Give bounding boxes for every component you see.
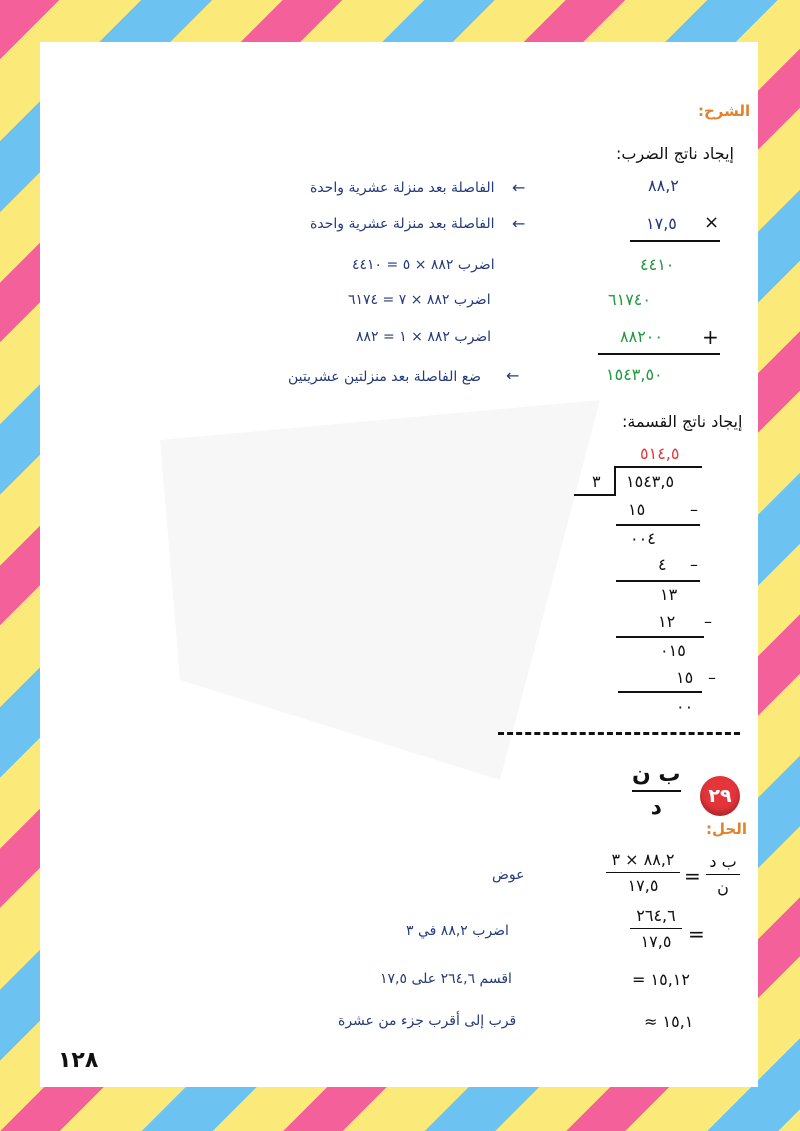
step4-note: قرب إلى أقرب جزء من عشرة: [338, 1013, 517, 1029]
minus-2: –: [690, 555, 698, 574]
note-2: الفاصلة بعد منزلة عشرية واحدة: [310, 216, 495, 232]
page-number: ١٢٨: [58, 1048, 99, 1073]
equals-sign-1: =: [684, 864, 701, 888]
section-divider: [498, 732, 740, 735]
note-1: الفاصلة بعد منزلة عشرية واحدة: [310, 180, 495, 196]
step1-note: عوض: [492, 867, 525, 883]
partial-product-3: ٨٨٢٠٠: [620, 327, 663, 346]
expr-numerator: ب ن: [632, 762, 681, 787]
watermark-logo: [120, 380, 640, 800]
step1-lhs: [706, 852, 740, 897]
note-3: اضرب ٨٨٢ × ٥ = ٤٤١٠: [352, 257, 495, 273]
division-bracket: [614, 466, 616, 496]
div-row-5: ١٢: [658, 612, 676, 631]
lhs-numerator: ب د: [709, 852, 737, 871]
equals-sign-2: =: [688, 922, 705, 946]
solution-label: الحل:: [706, 820, 747, 838]
div-line-4: [618, 691, 702, 693]
step1-fraction: [606, 850, 680, 895]
div-row-6: ٠١٥: [660, 641, 686, 660]
step2-fraction: [630, 906, 682, 951]
div-row-4: ١٣: [660, 585, 678, 604]
arrow-1: ←: [512, 178, 526, 197]
step2-numerator: ٢٦٤,٦: [636, 906, 676, 925]
step2-note: اضرب ٨٨,٢ في ٣: [406, 923, 509, 939]
step2-denominator: ١٧,٥: [640, 932, 672, 951]
divisor: ٣: [592, 472, 601, 491]
divisor-underline: [574, 494, 616, 496]
explanation-label: الشرح:: [698, 102, 751, 120]
div-line-3: [616, 636, 704, 638]
lhs-denominator: ن: [717, 878, 729, 897]
multiplicand: ٨٨,٢: [648, 176, 679, 195]
plus-sign: +: [702, 325, 719, 349]
div-line-1: [616, 524, 700, 526]
div-row-3: ٤: [658, 555, 667, 574]
step3-value: ١٥,١٢ =: [632, 970, 690, 989]
division-bar: [614, 466, 702, 468]
arrow-2: ←: [512, 214, 526, 233]
division-heading: إيجاد ناتج القسمة:: [622, 412, 743, 431]
multiplier: ١٧,٥: [646, 214, 677, 233]
div-line-2: [616, 580, 700, 582]
product-result: ١٥٤٣,٥٠: [606, 365, 663, 384]
div-row-7: ١٥: [676, 668, 694, 687]
step1-denominator: ١٧,٥: [627, 876, 659, 895]
dividend: ١٥٤٣,٥: [626, 472, 675, 491]
div-row-8: ٠٠: [676, 697, 694, 716]
partial-product-1: ٤٤١٠: [640, 255, 675, 274]
minus-1: –: [690, 500, 698, 519]
minus-3: –: [704, 612, 712, 631]
step4-value: ١٥,١ ≈: [644, 1012, 694, 1031]
mult-line-1: [630, 240, 720, 242]
arrow-3: ←: [506, 366, 520, 385]
partial-product-2: ٦١٧٤٠: [608, 290, 651, 309]
div-row-1: ١٥: [628, 500, 646, 519]
times-sign: ×: [704, 212, 720, 233]
problem-expression: [632, 762, 681, 820]
note-5: اضرب ٨٨٢ × ١ = ٨٨٢: [356, 329, 492, 345]
step3-note: اقسم ٢٦٤,٦ على ١٧,٥: [380, 971, 512, 987]
quotient: ٥١٤,٥: [640, 444, 680, 463]
step1-numerator: ٨٨,٢ × ٣: [611, 850, 675, 869]
problem-number-badge: ٢٩: [700, 776, 740, 816]
multiplication-heading: إيجاد ناتج الضرب:: [616, 144, 734, 163]
mult-line-2: [598, 353, 720, 355]
note-4: اضرب ٨٨٢ × ٧ = ٦١٧٤: [348, 292, 491, 308]
note-6: ضع الفاصلة بعد منزلتين عشريتين: [288, 369, 482, 385]
expr-denominator: د: [650, 795, 662, 820]
div-row-2: ٠٠٤: [630, 529, 656, 548]
minus-4: –: [708, 668, 716, 687]
